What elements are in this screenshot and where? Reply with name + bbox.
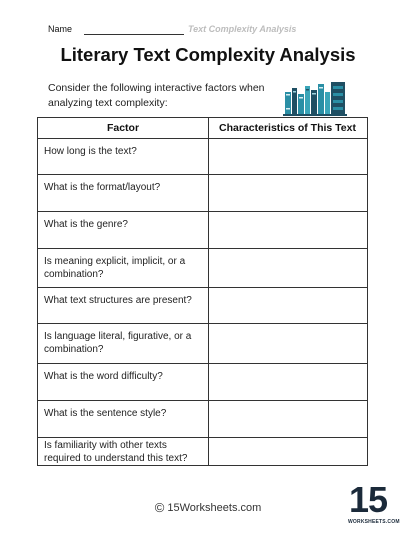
factor-cell: What is the genre? bbox=[44, 219, 128, 230]
complexity-table bbox=[37, 117, 368, 466]
copyright-icon: © bbox=[154, 500, 165, 515]
books-icon bbox=[283, 78, 347, 116]
name-label: Name bbox=[48, 24, 73, 34]
table-row bbox=[38, 139, 367, 175]
table-row bbox=[38, 212, 367, 249]
factor-cell: Is familiarity with other texts required to understand this text? bbox=[44, 440, 188, 464]
intro-text: Consider the following interactive factors when analyzing text complexity: bbox=[48, 82, 265, 109]
table-header bbox=[38, 118, 367, 139]
logo-number: 15 bbox=[348, 479, 388, 520]
answer-cell[interactable] bbox=[209, 288, 367, 323]
answer-cell[interactable] bbox=[209, 249, 367, 287]
factor-cell: What is the word difficulty? bbox=[44, 371, 163, 382]
answer-cell[interactable] bbox=[209, 324, 367, 363]
factor-cell: Is language literal, figurative, or a combination? bbox=[44, 331, 192, 355]
worksheets-logo bbox=[348, 479, 400, 528]
answer-cell[interactable] bbox=[209, 364, 367, 400]
answer-cell[interactable] bbox=[209, 175, 367, 211]
answer-cell[interactable] bbox=[209, 139, 367, 174]
table-row bbox=[38, 249, 367, 288]
factor-cell: Is meaning explicit, implicit, or a combination? bbox=[44, 256, 186, 280]
table-row bbox=[38, 175, 367, 212]
factor-cell: How long is the text? bbox=[44, 146, 137, 157]
factor-cell: What is the format/layout? bbox=[44, 182, 161, 193]
logo-text: WORKSHEETS.COM bbox=[348, 519, 400, 525]
name-underline[interactable] bbox=[84, 34, 184, 35]
answer-cell[interactable] bbox=[209, 438, 367, 465]
table-row bbox=[38, 324, 367, 364]
answer-cell[interactable] bbox=[209, 212, 367, 248]
column-header-characteristics: Characteristics of This Text bbox=[219, 122, 356, 134]
answer-cell[interactable] bbox=[209, 401, 367, 437]
page-title: Literary Text Complexity Analysis bbox=[60, 44, 356, 65]
column-header-factor: Factor bbox=[106, 122, 140, 134]
factor-cell: What is the sentence style? bbox=[44, 408, 167, 419]
table-row bbox=[38, 401, 367, 438]
table-row bbox=[38, 438, 367, 465]
factor-cell: What text structures are present? bbox=[44, 295, 192, 306]
footer-site: 15Worksheets.com bbox=[167, 502, 262, 514]
table-row bbox=[38, 288, 367, 324]
worksheet-subtitle: Text Complexity Analysis bbox=[188, 24, 297, 34]
table-row bbox=[38, 364, 367, 401]
